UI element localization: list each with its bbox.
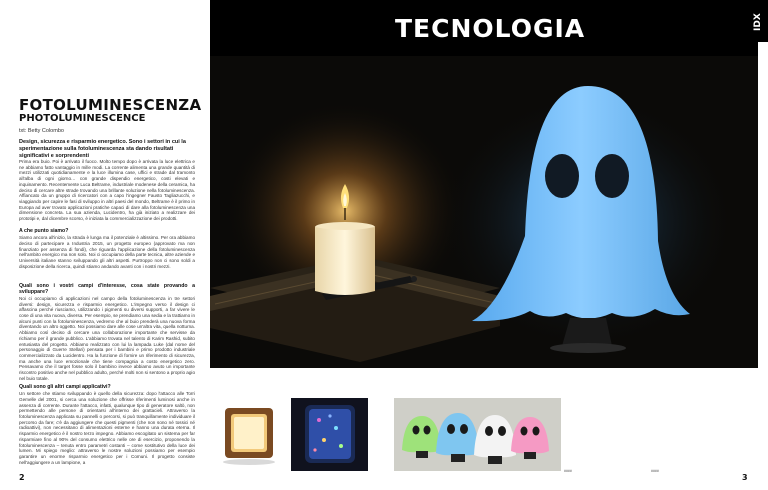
section-body: Noi ci occupiamo di applicazioni nel campo della fotoluminescenza in tre settori diversi: design, sicurezza e risparmio energetico. L'impegno verso il design ci affascina perché riusciamo, utilizzando i pigmenti su diversi supporti, a far vivere le cose di una vita nuova, diversa. Per esempio, se prendiamo una sedia e la trattiamo in alcuni punti con la fotoluminescenza, vedremo che al buio prenderà una nuova forma diventando un altro oggetto. Noi possiamo dare alle cose un'altra vita, quella notturna. Abbiamo così deciso di cercare una collaborazione importante che servisse da richiamo per il grande pubblico. L'abbiamo trovata nel talento di Karim Rashid, subito entusiasta del progetto. Abbiamo realizzato con lui la lampada Luke (dal nome del personaggio di Guerre Stellari) pensata per i bambini e primo prodotto industriale commercializzato da Lucidentro. Ha la funzione di fornire un riferimento di sicurezza, ma anche una luce emozionale che tiene compagnia a costo energetico zero. Pensavamo che il target fosse solo il bambino invece abbiamo avuto un importante riscontro positivo anche nel pubblico adulto, perché molti non si sentono a proprio agio nel buio totale. — [19, 295, 195, 381]
section-heading: Quali sono gli altri campi applicativi? — [19, 384, 111, 390]
article-subtitle: PHOTOLUMINESCENCE — [19, 113, 146, 124]
hero-photo — [210, 56, 758, 368]
article-section — [19, 229, 195, 269]
section-body: Un settore che stiamo sviluppando è quello della sicurezza: dopo l'attacco alle Torri Gemelle del 2001, si cerca una soluzione che offrisse riferimenti luminosi anche in assenza di corrente. Durante l'attacco, infatti, qualunque tipo di generatore saltò, non permettendo alle persone di orientarsi all'interno dei grattacieli. Attraverso la fotoluminescenza applicata su pannelli o percorsi, si può tranquillamente individuare il percorso da fare; c'è da aggiungere che questi pigmenti (che non sono né tossici né radioattivi), non necessitano di alimentazioni esterne e hanno una durata eterna. Il risparmio energetico è il nostro terzo impegno. Abbiamo escogitato un sistema per far risparmiare fino al 90% del consumo elettrico nelle ore di esercizio, proponendo la fotoluminescenza – tenuta entro parametri costanti – come sostitutivo della luce dei lumen. Mi spiego meglio: attraverso le nostre soluzioni possiamo per esempio garantire un enorme risparmio energetico per i Comuni. Il progetto consiste nell'aggiungere a un lampione, a — [19, 391, 195, 465]
hero-illustration — [210, 56, 758, 368]
page-number-right: 3 — [742, 473, 748, 482]
article-lead: Design, sicurezza e risparmio energetico. Sono i settori in cui la sperimentazione sulla fotoluminescenza sta dando risultati significativi e sorprendenti — [19, 139, 186, 159]
article-section — [19, 385, 195, 465]
article-intro: Prima era buio. Poi è arrivato il fuoco. Molto tempo dopo è arrivata la luce elettrica e ne abbiamo fatto vantaggio in mille modi. La corrente alimenta una grande quantità di mezzi utilizzati quotidianamente e la luce illumina case, uffici e strade dal tramonto all'alba di ogni giorno… con grande dispendio energetico, costi elevati e inquinamento. Recentemente Luca Beltrame, industriale modenese della ceramica, ha deciso di cercare altre strade trovando una brillante soluzione nella fotoluminescenza. Affiancato da un gruppo di ricercatori con a capo l'ingegner Fausto Tagliazucchi, e viaggiando per capire le fasi di sviluppo in altri paesi del mondo, Beltrame è il primo in Europa ad aver trovato applicazioni pratiche capaci di dare alla fotoluminescenza una dimensione concreta. La sua azienda, Lucidentro, ha già iniziato a realizzare dei prototipi e, dal dicembre scorso, è iniziata la commercializzazione dei prodotti. — [19, 159, 195, 222]
ghost-lamps-image — [394, 398, 561, 471]
brand-logo: IDX — [753, 13, 763, 31]
section-heading: A che punto siamo? — [19, 228, 69, 234]
glowing-panel-image — [291, 398, 368, 471]
section-body: Siamo ancora all'inizio, la strada è lunga ma il potenziale è altissimo. Per ora abbiamo deciso di partecipare a Industria 2015, un progetto europeo (approvato ma non finanziato per assenza di fondi), che riguarda l'applicazione della fotoluminescenza nell'ambito energico ma non solo. Noi ci occupiamo della parte tecnica, altre aziende e Università italiane stanno sviluppando gli altri aspetti. Purtroppo non ci sono soldi a disposizione della ricerca, quindi stiamo andando avanti con i nostri mezzi. — [19, 235, 195, 269]
footer-mark: #### — [651, 469, 659, 473]
section-title: TECNOLOGIA — [395, 14, 586, 43]
photo-wood-lamp — [210, 398, 287, 471]
article-byline: txt: Betty Colombo — [19, 128, 64, 134]
page-number-left: 2 — [19, 473, 25, 482]
footer-mark: #### — [564, 469, 572, 473]
article-title: FOTOLUMINESCENZA — [19, 96, 202, 114]
article-section — [19, 284, 195, 381]
photo-ghost-lamps — [394, 398, 561, 471]
section-heading: Quali sono i vostri campi d'interesse, cosa state provando a sviluppare? — [19, 283, 195, 295]
wood-lamp-image — [210, 398, 287, 471]
photo-glowing-panel — [291, 398, 368, 471]
